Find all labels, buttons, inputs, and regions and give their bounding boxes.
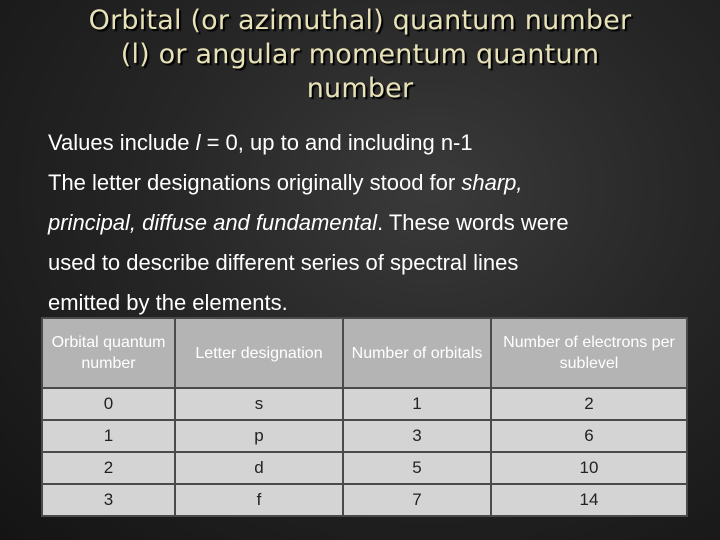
table-row: [42, 484, 687, 516]
body-line-1: [48, 123, 688, 163]
table-cell: 7: [343, 484, 491, 516]
body-line-2: [48, 163, 688, 203]
table-cell: 3: [343, 420, 491, 452]
variable-l: l: [195, 130, 201, 155]
table-row: [42, 388, 687, 420]
table-cell: 14: [491, 484, 687, 516]
body-text-span: = 0, up to and including n-1: [200, 130, 473, 155]
quantum-number-table: [41, 317, 688, 517]
table-cell: 1: [42, 420, 175, 452]
slide-title: [20, 4, 700, 106]
italic-term: principal, diffuse and fundamental: [48, 210, 377, 235]
header-orbital-quantum-number: Orbital quantum number: [42, 318, 175, 388]
table-cell: 5: [343, 452, 491, 484]
table-cell: 0: [42, 388, 175, 420]
title-line-3: number: [306, 73, 414, 104]
body-line-3: [48, 203, 688, 243]
table-cell: 2: [42, 452, 175, 484]
table-cell: 6: [491, 420, 687, 452]
table-header-row: [42, 318, 687, 388]
table-cell: s: [175, 388, 343, 420]
table-cell: p: [175, 420, 343, 452]
body-text-span: Values include: [48, 130, 196, 155]
table-cell: 10: [491, 452, 687, 484]
table-cell: 2: [491, 388, 687, 420]
table-row: [42, 420, 687, 452]
title-line-2: (l) or angular momentum quantum: [120, 39, 600, 70]
header-letter-designation: Letter designation: [175, 318, 343, 388]
body-text-span: The letter designations originally stood for: [48, 170, 462, 195]
header-number-of-orbitals: Number of orbitals: [343, 318, 491, 388]
body-line-5: emitted by the elements.: [48, 290, 288, 315]
table-cell: 3: [42, 484, 175, 516]
table-row: [42, 452, 687, 484]
body-line-4: used to describe different series of spectral lines: [48, 250, 519, 275]
body-text-span: . These words were: [377, 210, 569, 235]
header-electrons-per-sublevel: Number of electrons per sublevel: [491, 318, 687, 388]
title-line-1: Orbital (or azimuthal) quantum number: [88, 5, 632, 36]
table-cell: 1: [343, 388, 491, 420]
body-paragraph: [48, 123, 688, 323]
table-cell: f: [175, 484, 343, 516]
table-cell: d: [175, 452, 343, 484]
italic-term: sharp,: [461, 170, 523, 195]
